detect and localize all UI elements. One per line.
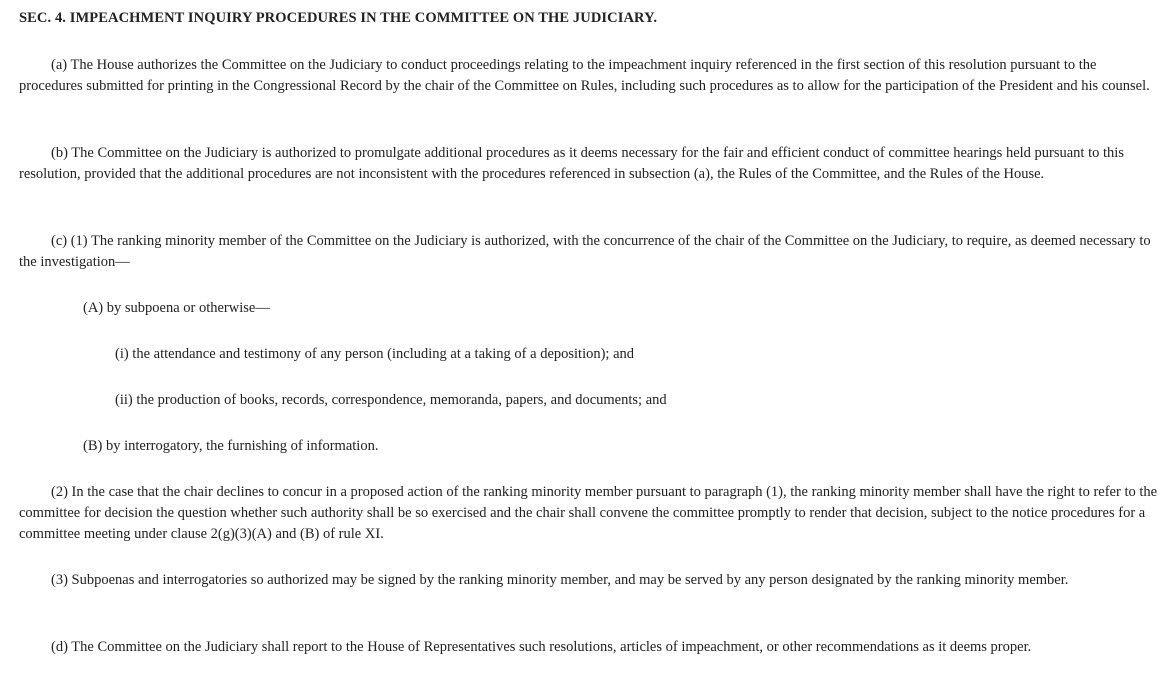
subsection-d: (d) The Committee on the Judiciary shall report to the House of Representatives such resolutions, articles of impeachment, or other recommendations as it deems proper. [51,639,1032,655]
clause-i: (i) the attendance and testimony of any person (including at a taking of a deposition); and [115,346,635,362]
section-heading: SEC. 4. IMPEACHMENT INQUIRY PROCEDURES IN THE COMMITTEE ON THE JUDICIARY. [19,10,658,26]
subparagraph-A: (A) by subpoena or otherwise— [83,300,270,316]
subsection-b: (b) The Committee on the Judiciary is authorized to promulgate additional procedures as it deems necessary for the fair and efficient conduct of committee hearings held pursuant to this resolution, provided that the additional procedures are not inconsistent with the procedures referenced in subsection (a), the Rules of the Committee, and the Rules of the House. [19,145,1124,182]
subsection-a: (a) The House authorizes the Committee on the Judiciary to conduct proceedings relating to the impeachment inquiry referenced in the first section of this resolution pursuant to the procedures submitted for printing in the Congressional Record by the chair of the Committee on Rules, including such procedures as to allow for the participation of the President and his counsel. [19,57,1150,94]
subsection-c-paragraph-3: (3) Subpoenas and interrogatories so authorized may be signed by the ranking minority member, and may be served by any person designated by the ranking minority member. [51,572,1069,588]
subsection-c-paragraph-1: (c) (1) The ranking minority member of the Committee on the Judiciary is authorized, with the concurrence of the chair of the Committee on the Judiciary, to require, as deemed necessary to the investigation— [19,233,1151,270]
subparagraph-B: (B) by interrogatory, the furnishing of information. [83,438,379,454]
clause-ii: (ii) the production of books, records, correspondence, memoranda, papers, and documents; and [115,392,667,408]
subsection-c-paragraph-2: (2) In the case that the chair declines to concur in a proposed action of the ranking minority member pursuant to paragraph (1), the ranking minority member shall have the right to refer to the committee for decision the question whether such authority shall be so exercised and the chair shall convene the committee promptly to render that decision, subject to the notice procedures for a committee meeting under clause 2(g)(3)(A) and (B) of rule XI. [19,484,1158,542]
